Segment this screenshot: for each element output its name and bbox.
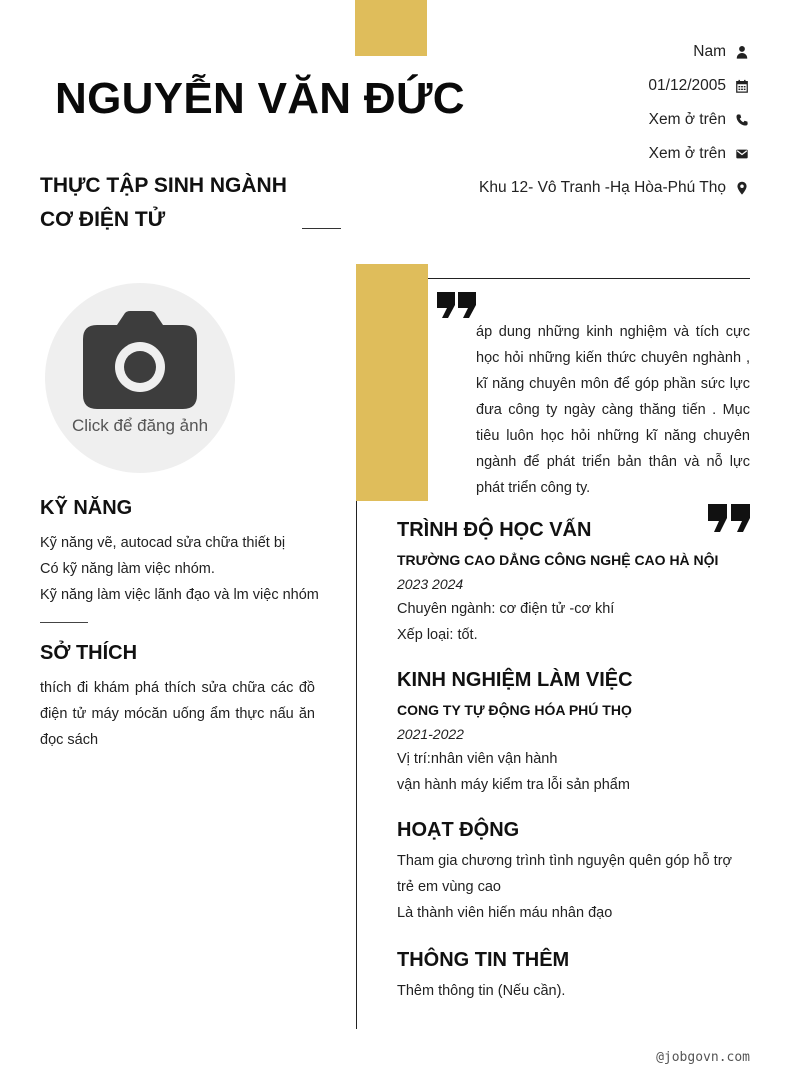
phone-icon: [734, 112, 750, 128]
column-divider: [356, 501, 357, 1029]
contact-gender: [693, 40, 750, 64]
company-name: CONG TY TỰ ĐỘNG HÓA PHÚ THỌ: [397, 702, 632, 718]
education-detail: Xếp loại: tốt.: [397, 627, 478, 643]
list-item: Kỹ năng làm việc lãnh đạo và lm việc nhóm: [40, 587, 319, 603]
education-heading: TRÌNH ĐỘ HỌC VẤN: [397, 519, 592, 541]
contact-text: Xem ở trên: [648, 145, 726, 162]
education-detail: Chuyên ngành: cơ điện tử -cơ khí: [397, 601, 615, 617]
envelope-icon: [734, 146, 750, 162]
contact-address: [479, 176, 750, 200]
skills-list: [40, 530, 320, 608]
calendar-icon: [734, 78, 750, 94]
list-item: Kỹ năng vẽ, autocad sửa chữa thiết bị: [40, 535, 286, 551]
contact-birthdate: [648, 74, 750, 98]
quote-open-icon: [437, 292, 477, 318]
extra-info-heading: THÔNG TIN THÊM: [397, 949, 570, 971]
extra-info-section: [397, 949, 750, 1004]
experience-detail: Vị trí:nhân viên vận hành: [397, 751, 558, 767]
job-title-line: THỰC TẬP SINH NGÀNH: [40, 174, 287, 197]
school-name: TRƯỜNG CAO DẲNG CÔNG NGHỆ CAO HÀ NỘI: [397, 552, 719, 568]
contact-text: Khu 12- Vô Tranh -Hạ Hòa-Phú Thọ: [479, 179, 726, 196]
experience-detail: vận hành máy kiểm tra lỗi sản phẩm: [397, 777, 630, 793]
person-icon: [734, 44, 750, 60]
contact-phone: [649, 108, 750, 132]
contact-email: [649, 142, 750, 166]
watermark: @jobgovn.com: [656, 1050, 750, 1065]
activities-section: [397, 819, 750, 926]
education-period: 2023 2024: [397, 576, 464, 592]
hobbies-text: thích đi khám phá thích sửa chữa các đồ điện tử máy mócăn uống ẩm thực nấu ăn đọc sách: [40, 680, 315, 748]
contact-text: 01/12/2005: [648, 77, 726, 94]
title-divider: [302, 228, 341, 229]
quote-top-rule: [428, 278, 750, 279]
candidate-name: NGUYỄN VĂN ĐỨC: [55, 74, 465, 123]
photo-upload-label: Click để đăng ảnh: [71, 416, 209, 435]
activities-heading: HOẠT ĐỘNG: [397, 819, 520, 841]
job-title-line: CƠ ĐIỆN TỬ: [40, 208, 166, 231]
extra-info-item: Thêm thông tin (Nếu cần).: [397, 983, 566, 999]
hobbies-heading: SỞ THÍCH: [40, 642, 138, 664]
experience-period: 2021-2022: [397, 726, 464, 742]
career-objective: áp dung những kinh nghiệm và tích cực học hỏi những kiến thức chuyên nghành , kĩ năng chuyên môn để góp phần sức lực đưa công ty ngày càng thăng tiến . Mục tiêu luôn học hỏi những kĩ năng chuyên ngành để phát triển bản thân và nỗ lực phát triển công ty.: [476, 324, 750, 496]
activity-item: Là thành viên hiến máu nhân đạo: [397, 905, 613, 921]
camera-icon: [83, 311, 197, 409]
education-section: [397, 519, 750, 648]
quote-accent-block: [356, 264, 428, 501]
section-divider: [40, 622, 88, 623]
location-pin-icon: [734, 180, 750, 196]
experience-section: [397, 669, 750, 798]
contact-text: Xem ở trên: [648, 111, 726, 128]
job-title: [40, 169, 340, 237]
activity-item: Tham gia chương trình tình nguyện quên góp hỗ trợ trẻ em vùng cao: [397, 853, 733, 895]
experience-heading: KINH NGHIỆM LÀM VIỆC: [397, 669, 633, 691]
skills-heading: KỸ NĂNG: [40, 497, 133, 519]
photo-upload-placeholder[interactable]: [45, 283, 235, 473]
top-accent-bar: [355, 0, 427, 56]
contact-text: Nam: [693, 43, 726, 60]
list-item: Có kỹ năng làm việc nhóm.: [40, 561, 215, 577]
